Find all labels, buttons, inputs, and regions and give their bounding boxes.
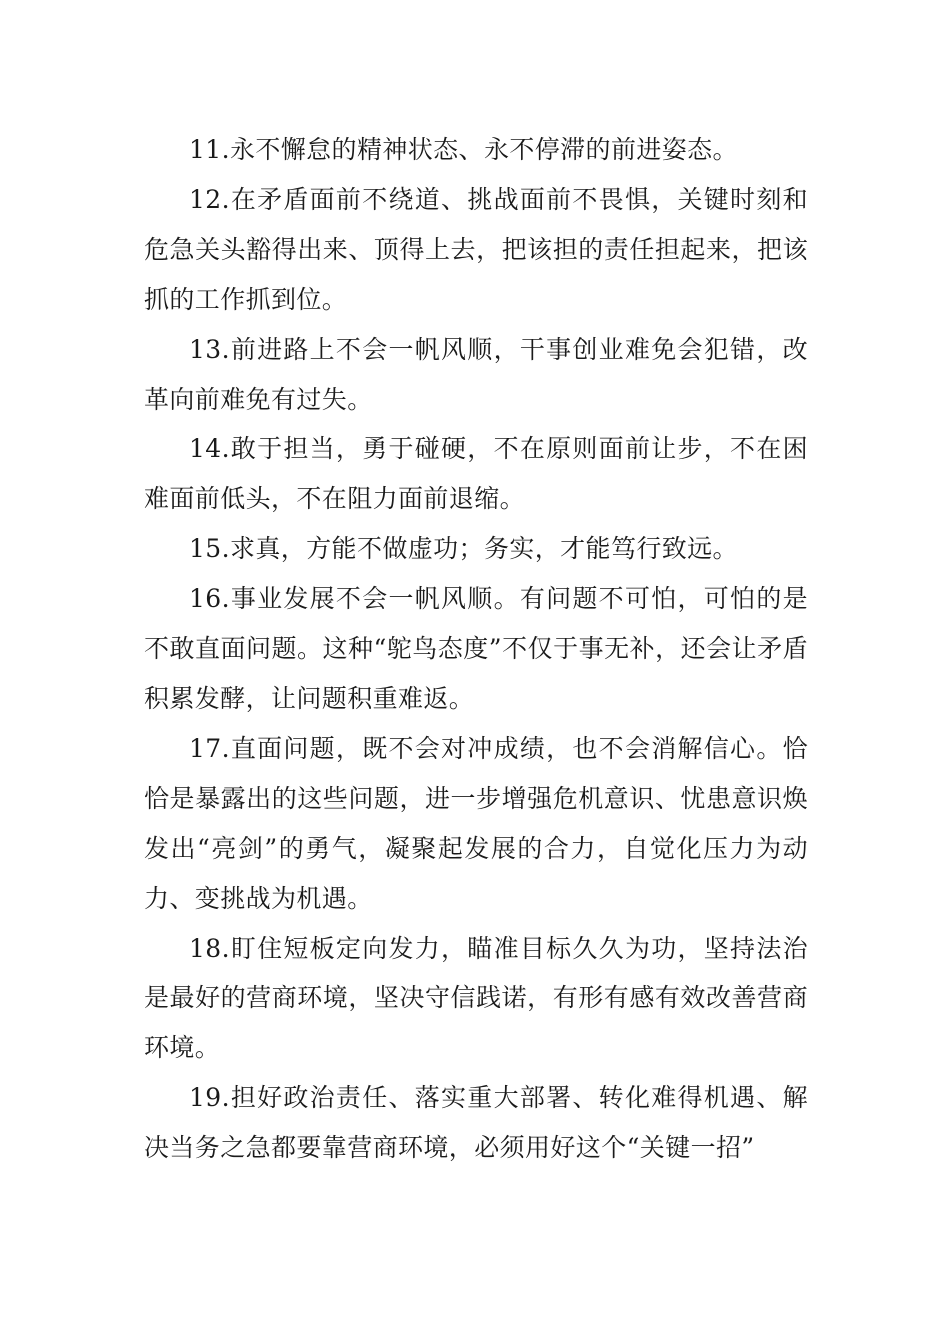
paragraph-item-15: 15.求真，方能不做虚功；务实，才能笃行致远。 <box>189 534 738 564</box>
paragraph-item-13: 13.前进路上不会一帆风顺，干事创业难免会犯错，改革向前难免有过失。 <box>144 334 808 414</box>
paragraph-item-16: 16.事业发展不会一帆风顺。有问题不可怕，可怕的是不敢直面问题。这种“鸵鸟态度”不仅于事无补，还会让矛盾积累发酵，让问题积重难返。 <box>144 584 808 713</box>
paragraph-item-18: 18.盯住短板定向发力，瞄准目标久久为功，坚持法治是最好的营商环境，坚决守信践诺，有形有感有效改善营商环境。 <box>144 933 808 1063</box>
paragraph-item-14: 14.敢于担当，勇于碰硬，不在原则面前让步，不在困难面前低头，不在阻力面前退缩。 <box>144 434 808 514</box>
document-body <box>144 125 808 1173</box>
paragraph-item-11: 11.永不懈怠的精神状态、永不停滞的前进姿态。 <box>189 135 738 164</box>
paragraph-item-17: 17.直面问题，既不会对冲成绩，也不会消解信心。恰恰是暴露出的这些问题，进一步增强危机意识、忧患意识焕发出“亮剑”的勇气，凝聚起发展的合力，自觉化压力为动力、变挑战为机遇。 <box>144 733 808 913</box>
paragraph-item-19: 19.担好政治责任、落实重大部署、转化难得机遇、解决当务之急都要靠营商环境，必须用好这个“关键一招” <box>144 1083 808 1163</box>
paragraph-item-12: 12.在矛盾面前不绕道、挑战面前不畏惧，关键时刻和危急关头豁得出来、顶得上去，把该担的责任担起来，把该抓的工作抓到位。 <box>144 184 808 314</box>
